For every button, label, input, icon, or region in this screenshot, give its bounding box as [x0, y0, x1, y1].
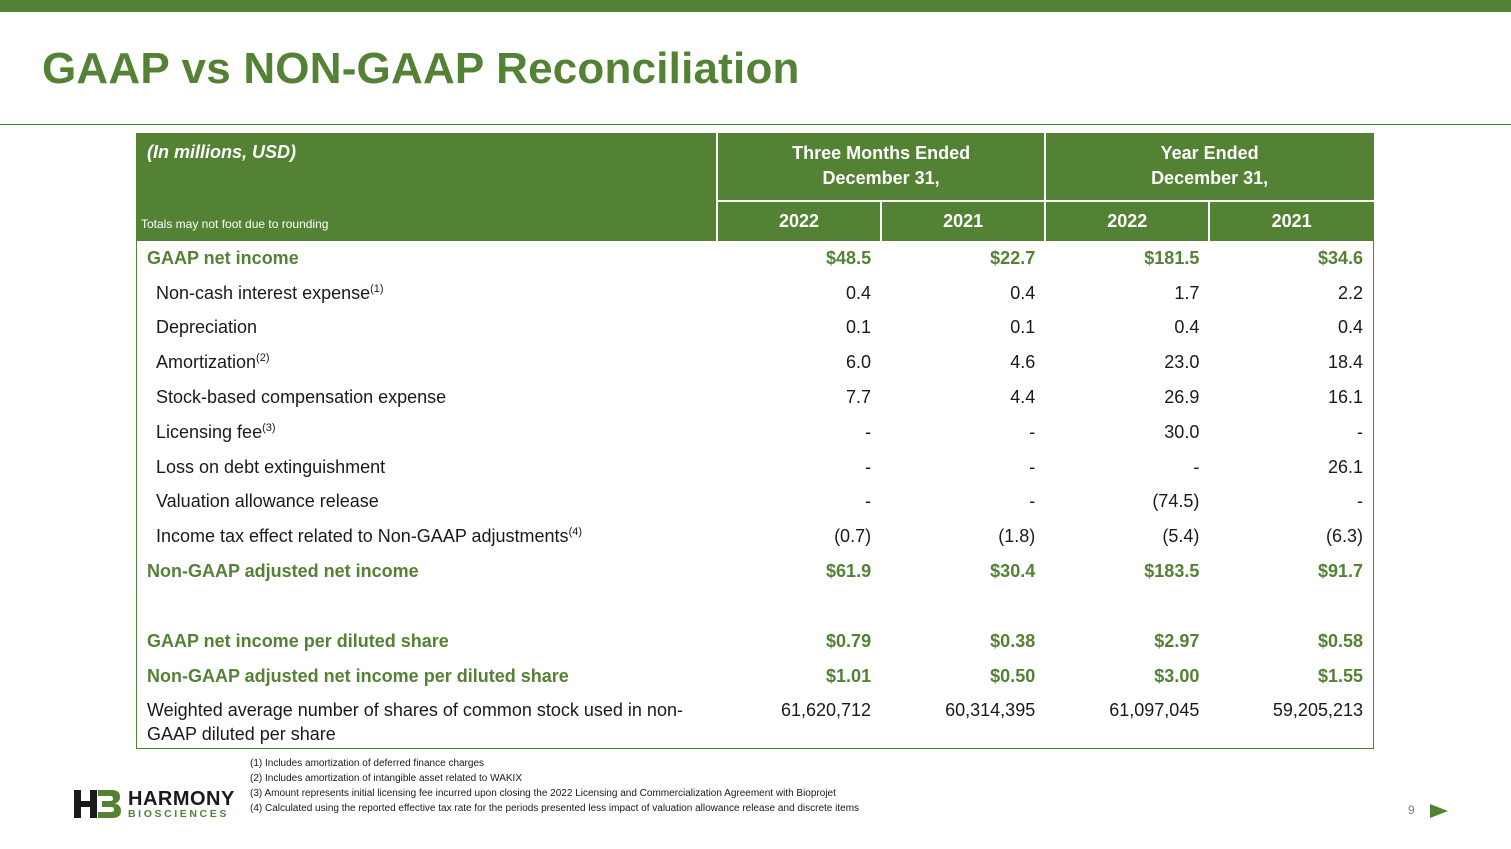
- value-cell: (1.8): [998, 526, 1036, 547]
- footnote-marker: (4): [568, 526, 583, 539]
- value-cell: (0.7): [834, 526, 872, 547]
- row-label-text: Licensing fee: [156, 421, 263, 442]
- page-number: 9: [1408, 803, 1415, 817]
- footnote: (1) Includes amortization of deferred finance charges: [250, 758, 485, 769]
- row-label: [137, 624, 717, 659]
- value-cell: -: [1029, 491, 1036, 512]
- value-cell: -: [1029, 456, 1036, 477]
- title-divider: [0, 124, 1511, 125]
- footnote-marker: (2): [256, 352, 270, 365]
- value-cell: $61.9: [826, 561, 872, 582]
- value-cell: 60,314,395: [945, 699, 1036, 720]
- value-cell: $48.5: [826, 247, 872, 268]
- row-label: [137, 345, 717, 380]
- value-cell: 7.7: [846, 387, 872, 408]
- value-cell: 61,097,045: [1109, 699, 1200, 720]
- row-label: [137, 519, 717, 554]
- value-cell: 23.0: [1164, 352, 1200, 373]
- value-cell: $3.00: [1154, 665, 1200, 686]
- page-title: GAAP vs NON-GAAP Reconciliation: [42, 44, 800, 93]
- footnote: (4) Calculated using the reported effective tax rate for the periods presented less impact of valuation allowance release and discrete items: [250, 803, 860, 814]
- row-label: [137, 694, 717, 749]
- value-cell: 26.9: [1164, 387, 1200, 408]
- value-cell: 26.1: [1327, 456, 1363, 477]
- value-cell: $91.7: [1317, 561, 1363, 582]
- footnote-marker: (1): [370, 282, 384, 295]
- value-cell: -: [1029, 421, 1036, 442]
- year-header: 2021: [881, 201, 1045, 241]
- row-label-text: Non-GAAP adjusted net income: [147, 561, 419, 582]
- header-three-months: [717, 134, 1045, 202]
- table-row: [137, 624, 1374, 659]
- harmony-logo: [74, 786, 244, 822]
- table-body: [137, 241, 1374, 748]
- year-header: 2022: [717, 201, 881, 241]
- row-label: [137, 311, 717, 346]
- table-row: [137, 519, 1374, 554]
- value-cell: -: [865, 421, 872, 442]
- logo-subtitle: BIOSCIENCES: [128, 808, 229, 820]
- footnotes: [250, 756, 859, 816]
- footnote-marker: (3): [262, 421, 276, 434]
- value-cell: $1.55: [1317, 665, 1363, 686]
- table-row: [137, 450, 1374, 485]
- row-label-text: Non-GAAP adjusted net income per diluted share: [147, 665, 569, 686]
- value-cell: 0.4: [1174, 317, 1200, 338]
- value-cell: 4.6: [1010, 352, 1036, 373]
- table-row: [137, 345, 1374, 380]
- row-label: [137, 659, 717, 694]
- table-row: [137, 485, 1374, 520]
- header-year-ended-line2: December 31,: [1151, 168, 1269, 188]
- table-row: [137, 694, 1374, 749]
- value-cell: $22.7: [990, 247, 1036, 268]
- spacer-row: [137, 589, 1374, 624]
- table-year-row: [137, 201, 1374, 241]
- row-label-text: Non-cash interest expense: [156, 282, 371, 303]
- value-cell: (5.4): [1162, 526, 1200, 547]
- table-header-row: [137, 134, 1374, 202]
- rounding-note: Totals may not foot due to rounding: [137, 201, 717, 241]
- year-header: 2022: [1045, 201, 1209, 241]
- header-three-months-line1: Three Months Ended: [792, 143, 971, 163]
- table-row: [137, 380, 1374, 415]
- logo-name: HARMONY: [128, 788, 235, 810]
- top-accent-bar: [0, 0, 1511, 12]
- value-cell: 2.2: [1337, 282, 1363, 303]
- row-label-text: Loss on debt extinguishment: [156, 456, 386, 477]
- value-cell: $30.4: [990, 561, 1036, 582]
- reconciliation-table: [136, 133, 1374, 749]
- value-cell: 0.4: [1337, 317, 1363, 338]
- value-cell: 0.1: [1010, 317, 1036, 338]
- table-row: [137, 241, 1374, 276]
- table-row: [137, 311, 1374, 346]
- value-cell: 4.4: [1010, 387, 1036, 408]
- footnote: (3) Amount represents initial licensing fee incurred upon closing the 2022 Licensing and Commercialization Agreement with Bioprojet: [250, 788, 836, 799]
- year-header: 2021: [1209, 201, 1373, 241]
- row-label: [137, 450, 717, 485]
- value-cell: 0.1: [846, 317, 872, 338]
- table-row: [137, 554, 1374, 589]
- value-cell: $0.38: [990, 630, 1036, 651]
- row-label-text: Depreciation: [156, 317, 258, 338]
- row-label-text: Stock-based compensation expense: [156, 387, 447, 408]
- unit-label: (In millions, USD): [137, 134, 717, 202]
- value-cell: 6.0: [846, 352, 872, 373]
- value-cell: $1.01: [826, 665, 872, 686]
- row-label: [137, 554, 717, 589]
- value-cell: 16.1: [1327, 387, 1363, 408]
- value-cell: $183.5: [1144, 561, 1200, 582]
- row-label: [137, 380, 717, 415]
- value-cell: 0.4: [846, 282, 872, 303]
- row-label-text: Valuation allowance release: [156, 491, 379, 512]
- value-cell: -: [865, 491, 872, 512]
- value-cell: (74.5): [1152, 491, 1200, 512]
- table-row: [137, 659, 1374, 694]
- row-label: [137, 415, 717, 450]
- value-cell: (6.3): [1325, 526, 1363, 547]
- header-year-ended: [1045, 134, 1373, 202]
- row-label-text: GAAP net income per diluted share: [147, 630, 449, 651]
- header-year-ended-line1: Year Ended: [1160, 143, 1259, 163]
- value-cell: $2.97: [1154, 630, 1200, 651]
- value-cell: -: [1357, 421, 1363, 442]
- value-cell: 61,620,712: [780, 699, 872, 720]
- value-cell: 59,205,213: [1272, 699, 1363, 720]
- play-arrow-icon[interactable]: [1430, 804, 1448, 818]
- value-cell: $181.5: [1144, 247, 1200, 268]
- value-cell: -: [1193, 456, 1200, 477]
- row-label-text: Amortization: [156, 352, 257, 373]
- table-row: [137, 415, 1374, 450]
- value-cell: 1.7: [1174, 282, 1200, 303]
- row-label: [137, 276, 717, 311]
- value-cell: 30.0: [1164, 421, 1200, 442]
- footnote: (2) Includes amortization of intangible asset related to WAKIX: [250, 773, 522, 784]
- value-cell: $0.58: [1317, 630, 1363, 651]
- row-label: [137, 485, 717, 520]
- row-label-text: Income tax effect related to Non-GAAP adjustments: [156, 526, 569, 547]
- value-cell: -: [1357, 491, 1363, 512]
- row-label-text: GAAP net income: [147, 247, 299, 268]
- value-cell: 0.4: [1010, 282, 1036, 303]
- value-cell: $0.50: [990, 665, 1036, 686]
- table-row: [137, 276, 1374, 311]
- hb-logo-mark-icon: [74, 788, 124, 820]
- header-three-months-line2: December 31,: [822, 168, 940, 188]
- row-label-text: Weighted average number of shares of common stock used in non-GAAP diluted per share: [147, 699, 683, 744]
- value-cell: -: [865, 456, 872, 477]
- value-cell: $0.79: [826, 630, 872, 651]
- row-label: [137, 241, 717, 276]
- value-cell: 18.4: [1327, 352, 1363, 373]
- value-cell: $34.6: [1317, 247, 1363, 268]
